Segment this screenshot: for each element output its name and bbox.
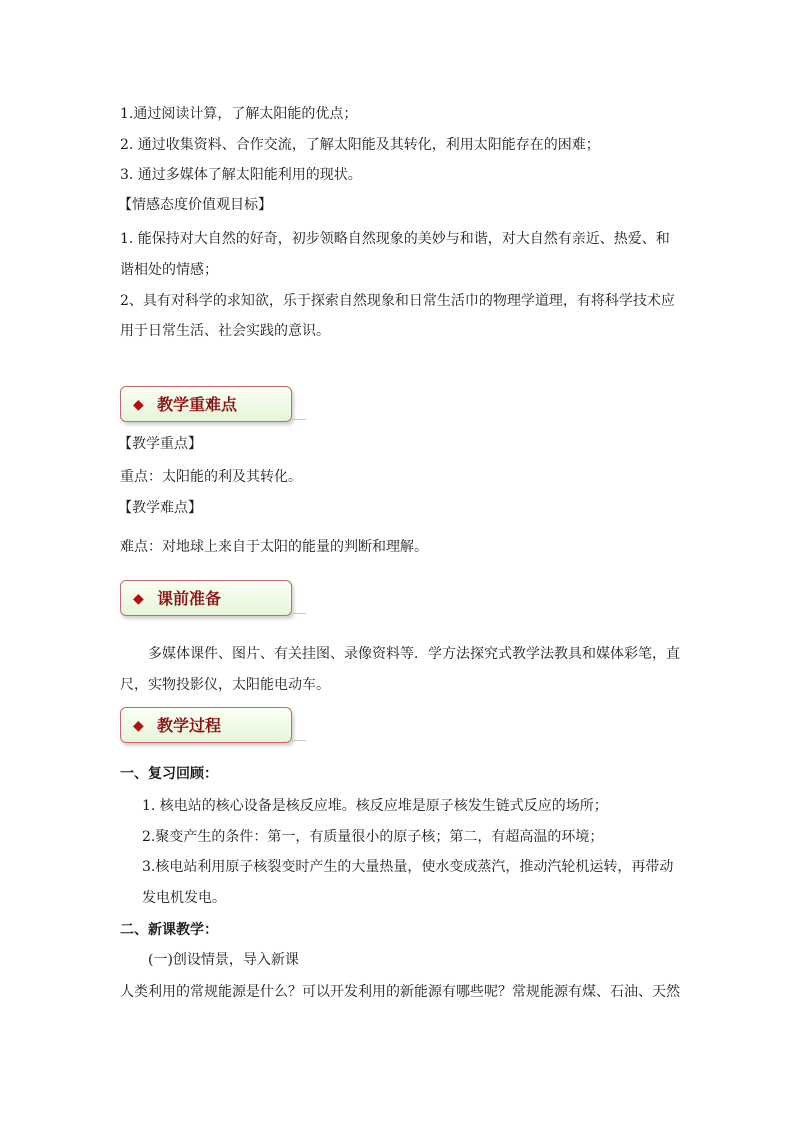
section-divider <box>292 419 306 420</box>
review-item-3-line-2: 发电机发电。 <box>142 890 226 906</box>
section-title: 教学重难点 <box>157 395 238 414</box>
preparation-line-2: 尺，实物投影仪，太阳能电动车。 <box>120 677 330 693</box>
emotion-goals-heading: 【情感态度价值观目标】 <box>118 197 272 213</box>
review-item-2: 2.聚变产生的条件：第一，有质量很小的原子核；第二，有超高温的环境； <box>142 829 604 845</box>
preparation-line-1: 多媒体课件、图片、有关挂图、录像资料等．学方法探究式教学法教具和媒体彩笔，直 <box>148 646 680 662</box>
subsection-1-heading: (一)创设情景，导入新课 <box>148 952 299 968</box>
emotion-goal-2-line-2: 用于日常生活、社会实践的意识。 <box>120 323 330 339</box>
intro-paragraph: 人类利用的常规能源是什么？可以开发利用的新能源有哪些呢？常规能源有煤、石油、天然 <box>120 984 680 1000</box>
emotion-goal-2-line-1: 2、具有对科学的求知欲，乐于探索自然现象和日常生活巾的物理学道理，有将科学技术应 <box>120 293 675 309</box>
difficulty-text: 难点：对地球上来自于太阳的能量的判断和理解。 <box>120 539 428 555</box>
section-title: 教学过程 <box>157 716 222 735</box>
section-divider <box>292 740 306 741</box>
review-item-3-line-1: 3.核电站利用原子核裂变时产生的大量热量，使水变成蒸汽，推动汽轮机运转，再带动 <box>142 859 674 875</box>
focus-heading: 【教学重点】 <box>118 436 202 452</box>
objective-3: 3. 通过多媒体了解太阳能利用的现状。 <box>120 167 362 183</box>
review-heading: 一、复习回顾： <box>120 766 218 782</box>
emotion-goal-1-line-1: 1. 能保持对大自然的好奇，初步领略自然现象的美妙与和谐，对大自然有亲近、热爱、和 <box>120 231 670 247</box>
new-lesson-heading: 二、新课教学： <box>120 922 218 938</box>
emotion-goal-1-line-2: 谐相处的情感； <box>120 262 218 278</box>
section-title: 课前准备 <box>157 589 222 608</box>
difficulty-heading: 【教学难点】 <box>118 500 202 516</box>
diamond-icon: ◆ <box>133 397 144 413</box>
diamond-icon: ◆ <box>133 591 144 607</box>
section-header-process <box>120 707 292 743</box>
objective-2: 2. 通过收集资料、合作交流，了解太阳能及其转化，利用太阳能存在的困难； <box>120 137 600 153</box>
diamond-icon: ◆ <box>133 718 144 734</box>
section-divider <box>292 613 306 614</box>
review-item-1: 1. 核电站的核心设备是核反应堆。核反应堆是原子核发生链式反应的场所； <box>142 798 608 814</box>
focus-text: 重点：太阳能的利及其转化。 <box>120 469 302 485</box>
section-header-preparation <box>120 580 292 616</box>
objective-1: 1.通过阅读计算，了解太阳能的优点； <box>120 106 358 122</box>
section-header-key-points <box>120 386 292 422</box>
